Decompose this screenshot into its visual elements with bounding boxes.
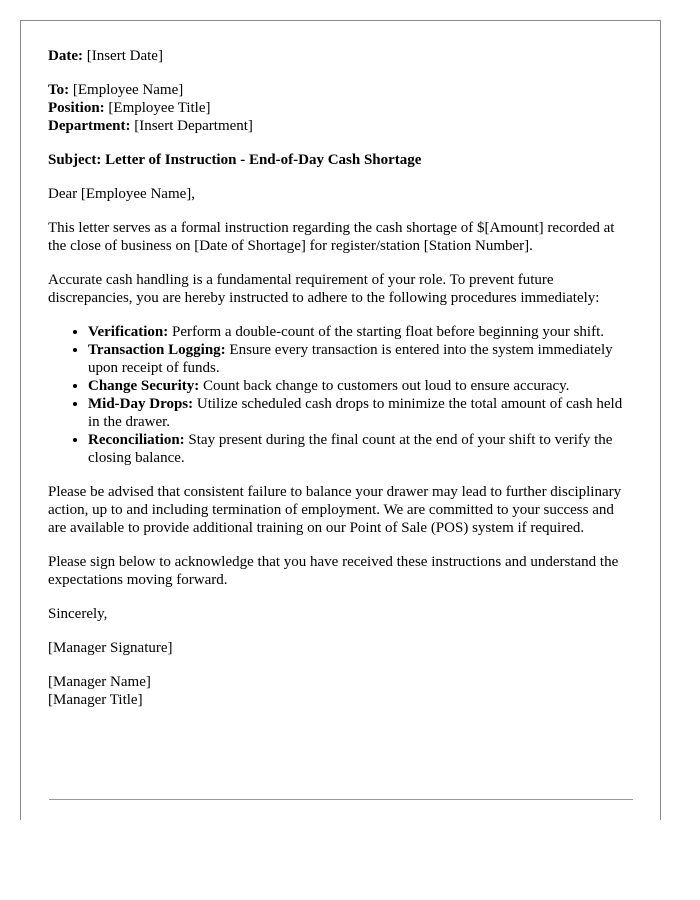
date-line [48, 47, 633, 65]
salutation: Dear [Employee Name], [48, 186, 196, 202]
procedure-text: Utilize scheduled cash drops to minimize the total amount of cash held in the drawer. [88, 396, 623, 430]
to-line [48, 81, 633, 99]
procedure-item [88, 431, 633, 467]
subject-line [48, 151, 633, 169]
procedure-text: Ensure every transaction is entered into the system immediately upon receipt of funds. [88, 342, 613, 376]
procedure-item [88, 341, 633, 377]
manager-signature: [Manager Signature] [48, 640, 173, 656]
procedure-title: Reconciliation: [88, 432, 185, 448]
procedure-text: Perform a double-count of the starting float before beginning your shift. [172, 324, 604, 340]
letter-body [20, 20, 661, 820]
valediction: Sincerely, [48, 606, 108, 622]
procedure-item [88, 377, 633, 395]
footer-divider [49, 799, 633, 800]
date-value: [Insert Date] [86, 48, 163, 64]
department-label: Department: [48, 118, 131, 134]
department-value: [Insert Department] [134, 118, 253, 134]
manager-title: [Manager Title] [48, 692, 143, 708]
procedure-text: Stay present during the final count at the end of your shift to verify the closing balance. [88, 432, 613, 466]
position-line [48, 99, 633, 117]
acknowledge-paragraph: Please sign below to acknowledge that you have received these instructions and understand the expectations moving forward. [48, 554, 619, 588]
to-value: [Employee Name] [72, 82, 184, 98]
manager-name: [Manager Name] [48, 674, 151, 690]
procedure-item [88, 395, 633, 431]
requirement-paragraph: Accurate cash handling is a fundamental requirement of your role. To prevent future discrepancies, you are hereby instructed to adhere to the following procedures immediately: [48, 272, 600, 306]
to-label: To: [48, 82, 70, 98]
procedure-item [88, 323, 633, 341]
recipient-block [48, 81, 633, 135]
position-value: [Employee Title] [108, 100, 211, 116]
procedure-title: Mid-Day Drops: [88, 396, 194, 412]
manager-block [48, 673, 633, 709]
subject-text: Subject: Letter of Instruction - End-of-Day Cash Shortage [48, 152, 422, 168]
procedure-title: Verification: [88, 324, 169, 340]
procedure-text: Count back change to customers out loud to ensure accuracy. [203, 378, 570, 394]
department-line [48, 117, 633, 135]
position-label: Position: [48, 100, 105, 116]
procedure-title: Change Security: [88, 378, 200, 394]
procedures-list [48, 323, 633, 467]
procedure-title: Transaction Logging: [88, 342, 226, 358]
date-label: Date: [48, 48, 83, 64]
warning-paragraph: Please be advised that consistent failure to balance your drawer may lead to further disciplinary action, up to and including termination of employment. We are committed to your success and are available to provide additional training on our Point of Sale (POS) system if required. [48, 484, 622, 536]
letter-content [48, 47, 633, 725]
intro-paragraph: This letter serves as a formal instruction regarding the cash shortage of $[Amount] recorded at the close of business on [Date of Shortage] for register/station [Station Number]. [48, 220, 615, 254]
